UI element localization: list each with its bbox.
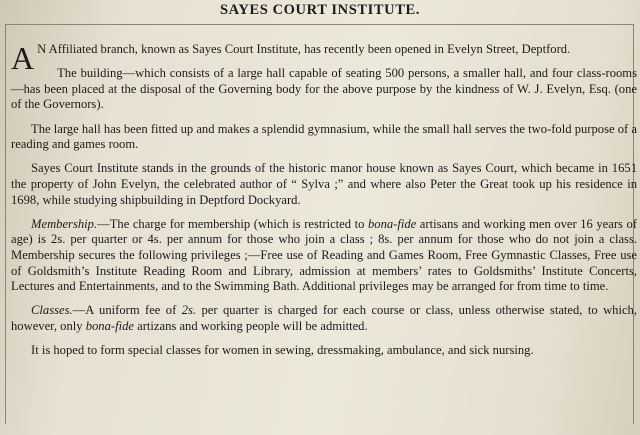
women-classes-paragraph: It is hoped to form special classes for women in sewing, dressmaking, ambulance, and sick nursing. xyxy=(31,343,534,358)
intro-text: N Affiliated branch, known as Sayes Court Institute, has recently been opened in Evelyn Street, Deptford. xyxy=(37,42,571,56)
article-body xyxy=(11,42,637,367)
hall-paragraph: The large hall has been fitted up and makes a splendid gymnasium, while the small hall serves the two-fold purpose of a reading and games room. xyxy=(11,121,637,152)
drop-cap: A xyxy=(11,40,35,76)
membership-text-a: —The charge for membership (which is restricted to xyxy=(97,216,368,231)
page-title: SAYES COURT INSTITUTE. xyxy=(219,2,421,18)
building-paragraph: The building—which consists of a large hall capable of seating 500 persons, a smaller hall, and four class-rooms—has been placed at the disposal of the Governing body for the above purpose by the kindness of W. J. Evelyn, Esq. (one of the Governors). xyxy=(11,66,637,112)
membership-heading: Membership. xyxy=(31,216,98,231)
classes-fee: 2s. xyxy=(181,303,197,318)
membership-text-b: artisans and working men over 16 years of age) is 2s. per quarter or 4s. per annum for those who join a class ; 8s. per annum for those who do not join a class. Membership secures the following privileges ;—Free use of Reading and Games Room, Free Gymnastic Classes, Free use of Goldsmith’s Institute Reading Room and Library, admission at members’ rates to Goldsmiths’ Institute Concerts, Lectures and Entertainments, and to the Swimming Bath. Additional privileges may be arranged for from time to time. xyxy=(11,216,637,294)
classes-text-b: per quarter is charged for each course or class, unless otherwise stated, to which, however, only xyxy=(11,303,637,333)
intro-paragraph xyxy=(11,40,637,76)
membership-bona-fide: bona-fide xyxy=(367,216,417,231)
classes-heading: Classes. xyxy=(31,303,73,318)
classes-paragraph xyxy=(11,303,637,334)
classes-text-a: —A uniform fee of xyxy=(72,303,182,318)
history-paragraph: Sayes Court Institute stands in the grounds of the historic manor house known as Sayes Court, which became in 1651 the property of John Evelyn, the celebrated author of “ Sylva ;” and where also Peter the Great took up his residence in 1698, while studying shipbuilding in Deptford Dockyard. xyxy=(11,161,637,207)
classes-bona-fide: bona-fide xyxy=(85,318,134,333)
membership-paragraph xyxy=(11,217,637,295)
left-rule xyxy=(5,24,6,424)
top-rule xyxy=(5,24,634,25)
classes-text-c: artizans and working people will be admitted. xyxy=(133,318,368,333)
